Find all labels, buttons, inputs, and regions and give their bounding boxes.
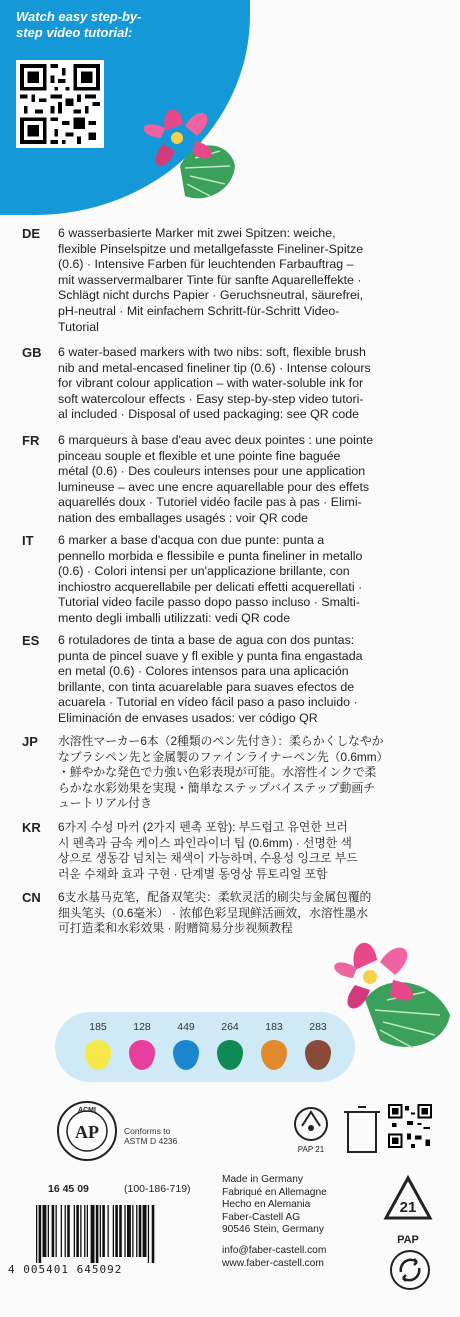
lang-text: [58, 533, 446, 627]
barcode-bar: [124, 1205, 125, 1257]
text-line: soft watercolour effects · Easy step-by-step video tutori-: [58, 391, 364, 406]
color-swatch: [165, 1020, 207, 1070]
lang-code: ES: [22, 633, 40, 648]
manufacturer-address: [222, 1174, 327, 1270]
ap-label: AP: [75, 1122, 99, 1142]
text-line: métal (0.6) · Des couleurs intenses pour une application: [58, 464, 366, 479]
barcode-bar: [39, 1205, 42, 1263]
lang-text: [58, 226, 446, 335]
swatch-drop: [85, 1040, 111, 1070]
text-line: flexible Pinselspitze und metallgefasste Fineliner-Spitze: [58, 241, 364, 256]
lang-text: [58, 345, 446, 423]
barcode-bar: [152, 1205, 155, 1263]
address-line: Fabriqué en Allemagne: [222, 1186, 327, 1198]
video-text-line2: step video tutorial:: [16, 25, 133, 40]
text-line: (0.6) · Colori intensi per un'applicazione brillante, con: [58, 564, 350, 579]
lang-text: [58, 633, 446, 727]
text-line: 水溶性マーカー6本（2種類のペン先付き）：柔らかくしなやか: [58, 734, 384, 748]
video-tutorial-text: [16, 9, 216, 41]
text-line: 6가지 수성 마커 (2가지 펜촉 포함): 부드럽고 유연한 브러: [58, 820, 348, 834]
barcode-bar: [67, 1205, 70, 1257]
address-line: info@faber-castell.com: [222, 1244, 327, 1256]
barcode-bar: [119, 1205, 122, 1257]
text-line: ・鮮やかな発色で力強い色彩表現が可能。水溶性インクで柔: [58, 765, 377, 780]
text-line: for vibrant colour application – with water-soluble ink for: [58, 376, 364, 391]
recycling-label: PAP: [397, 1234, 419, 1246]
barcode-bar: [61, 1205, 62, 1257]
color-swatch: [121, 1020, 163, 1070]
text-line: Schlägt nicht durchs Papier · Geruchsneutral, säurefrei,: [58, 288, 364, 303]
barcode-bar: [96, 1205, 99, 1263]
color-swatch: [297, 1020, 339, 1070]
address-line: Hecho en Alemania: [222, 1199, 311, 1211]
acmi-ap-seal-icon: [56, 1100, 118, 1162]
tropical-flower-icon: [125, 96, 240, 206]
text-line: Eliminación de envases usados: ver código QR: [58, 710, 318, 725]
swatch-drop: [173, 1040, 199, 1070]
text-line: 6 wasserbasierte Marker mit zwei Spitzen: weiche,: [58, 226, 336, 240]
lang-code: CN: [22, 890, 41, 905]
barcode-bar: [100, 1205, 101, 1257]
barcode-bar: [87, 1205, 88, 1257]
barcode-bar: [143, 1205, 147, 1257]
lang-code: FR: [22, 433, 40, 448]
text-line: al included · Disposal of used packaging: see QR code: [58, 407, 359, 422]
article-code: 16 45 09: [48, 1183, 89, 1195]
address-line: Made in Germany: [222, 1174, 303, 1185]
address-line: www.faber-castell.com: [222, 1257, 324, 1269]
text-line: 6 water-based markers with two nibs: soft, flexible brush: [58, 345, 366, 359]
color-swatch: [209, 1020, 251, 1070]
conform-line: Conforms to: [124, 1126, 171, 1136]
text-line: en metal (0.6) · Colores intensos para una aplicación: [58, 664, 349, 679]
qr-code-icon[interactable]: [16, 60, 104, 148]
barcode-bar: [91, 1205, 95, 1263]
lang-code: KR: [22, 820, 41, 835]
barcode-bar: [127, 1205, 131, 1257]
barcode-bar: [132, 1205, 133, 1257]
text-line: 6 marker a base d'acqua con due punte: punta a: [58, 533, 325, 547]
text-line: aquarellés doux · Tutoriel vidéo facile pas à pas · Elimi-: [58, 495, 362, 510]
text-line: 상으로 생동감 넘치는 채색이 가능하며, 수용성 잉크로 부드: [58, 851, 358, 866]
text-line: acuarela · Tutorial en vídeo fácil paso a paso incluido ·: [58, 695, 358, 710]
text-line: 6 marqueurs à base d'eau avec deux pointes : une pointe: [58, 433, 374, 447]
address-line: [222, 1237, 327, 1245]
address-line: 90546 Stein, Germany: [222, 1224, 324, 1236]
text-line: mento degli imballi utilizzati: vedi QR code: [58, 610, 291, 625]
text-line: 러운 수채화 효과 구현 · 단계별 동영상 튜토리얼 포함: [58, 866, 328, 881]
barcode-bar: [102, 1205, 105, 1257]
conform-line: ASTM D 4236: [124, 1136, 178, 1146]
text-line: nation des emballages usagés : voir QR code: [58, 510, 309, 525]
text-line: pinceau souple et flexible et une pointe fine baguée: [58, 448, 341, 463]
barcode-bar: [56, 1205, 57, 1257]
barcode-bar: [136, 1205, 137, 1257]
color-swatch: [253, 1020, 295, 1070]
lang-text: [58, 734, 446, 812]
lang-code: IT: [22, 533, 34, 548]
text-line: inchiostro acquerellabile per delicati effetti acquerellati ·: [58, 579, 363, 594]
text-line: 可打造柔和水彩效果 · 附赠简易分步视频教程: [58, 921, 293, 936]
barcode-icon: [30, 1205, 210, 1267]
color-swatch: [77, 1020, 119, 1070]
lang-code: JP: [22, 734, 38, 749]
lang-code: DE: [22, 226, 41, 241]
pap-recycling-icon: [380, 1172, 436, 1232]
barcode-bar: [36, 1205, 37, 1263]
qr-code-icon[interactable]: [388, 1104, 432, 1148]
text-line: pennello morbida e flessibile e punta fineliner in metallo: [58, 548, 363, 563]
swatch-number: 183: [265, 1021, 283, 1033]
address-line: Faber-Castell AG: [222, 1211, 301, 1223]
text-line: nib and metal-encased fineliner tip (0.6) · Intense colours: [58, 360, 371, 375]
barcode-bar: [76, 1205, 79, 1257]
text-line: らかな水彩効果を実現・簡単なステップバイステップ動画チ: [58, 780, 375, 795]
text-line: 6支水基马克笔，配备双笔尖：柔软灵活的刷尖与金属包覆的: [58, 890, 372, 904]
astm-conformance: [124, 1126, 177, 1146]
barcode-digits: 4 005401 645092: [8, 1263, 123, 1276]
swatch-drop: [261, 1040, 287, 1070]
barcode-bar: [52, 1205, 55, 1257]
barcode-bar: [65, 1205, 66, 1257]
barcode-bar: [48, 1205, 49, 1257]
recycling-number: 21: [399, 1199, 417, 1216]
text-line: ュートリアル付き: [58, 796, 152, 811]
swatch-list: [55, 1012, 355, 1082]
text-line: mit wasservermalbarer Tinte für sanfte Aquarelleffekte ·: [58, 272, 362, 287]
text-line: 6 rotuladores de tinta a base de agua con dos puntas:: [58, 633, 355, 647]
barcode-bar: [108, 1205, 109, 1257]
text-line: punta de pincel suave y fl exible y punta fina engastada: [58, 648, 363, 663]
lang-text: [58, 820, 446, 882]
video-text-line1: Watch easy step-by-: [16, 9, 142, 24]
swatch-number: 449: [177, 1021, 195, 1033]
barcode-bar: [43, 1205, 47, 1257]
barcode-bar: [84, 1205, 85, 1257]
reuse-arrows-icon: [390, 1250, 430, 1290]
swatch-number: 128: [133, 1021, 151, 1033]
pap-small-label: PAP 21: [297, 1145, 325, 1154]
text-line: なブラシペン先と金属製のファインライナーペン先（0.6mm）: [58, 749, 389, 764]
barcode-bar: [139, 1205, 142, 1257]
barcode-bar: [148, 1205, 149, 1263]
lang-text: [58, 433, 446, 527]
barcode-bar: [115, 1205, 118, 1257]
pap-recycling-icon: [288, 1104, 334, 1156]
barcode-bar: [113, 1205, 114, 1257]
text-line: Tutorial video facile passo dopo passo incluso · Smalti-: [58, 595, 360, 610]
swatch-drop: [129, 1040, 155, 1070]
swatch-number: 185: [89, 1021, 107, 1033]
article-code-alt: (100-186-719): [124, 1183, 191, 1195]
barcode-bar: [74, 1205, 75, 1257]
swatch-drop: [217, 1040, 243, 1070]
text-line: Tutorial: [58, 319, 99, 334]
text-line: lumineuse – avec une encre aquarellable pour des effets: [58, 479, 370, 494]
text-line: pH-neutral · Mit einfachem Schritt-für-Schritt Video-: [58, 303, 340, 318]
text-line: 시 펜촉과 금속 케이스 파인라이너 팁 (0.6mm) · 선명한 색: [58, 835, 352, 850]
lang-code: GB: [22, 345, 42, 360]
barcode-bar: [80, 1205, 81, 1257]
waste-bin-icon: [340, 1102, 384, 1158]
color-palette: [55, 1012, 355, 1082]
acmi-label: ACMI: [78, 1107, 96, 1114]
swatch-drop: [305, 1040, 331, 1070]
text-line: 细头笔头（0.6毫米） · 浓郁色彩呈现鲜活画效，水溶性墨水: [58, 905, 369, 920]
text-line: brillante, con tinta acuarelable para suaves efectos de: [58, 679, 355, 694]
swatch-number: 283: [309, 1021, 327, 1033]
text-line: (0.6) · Intensive Farben für leuchtenden Farbauftrag –: [58, 257, 354, 272]
swatch-number: 264: [221, 1021, 239, 1033]
